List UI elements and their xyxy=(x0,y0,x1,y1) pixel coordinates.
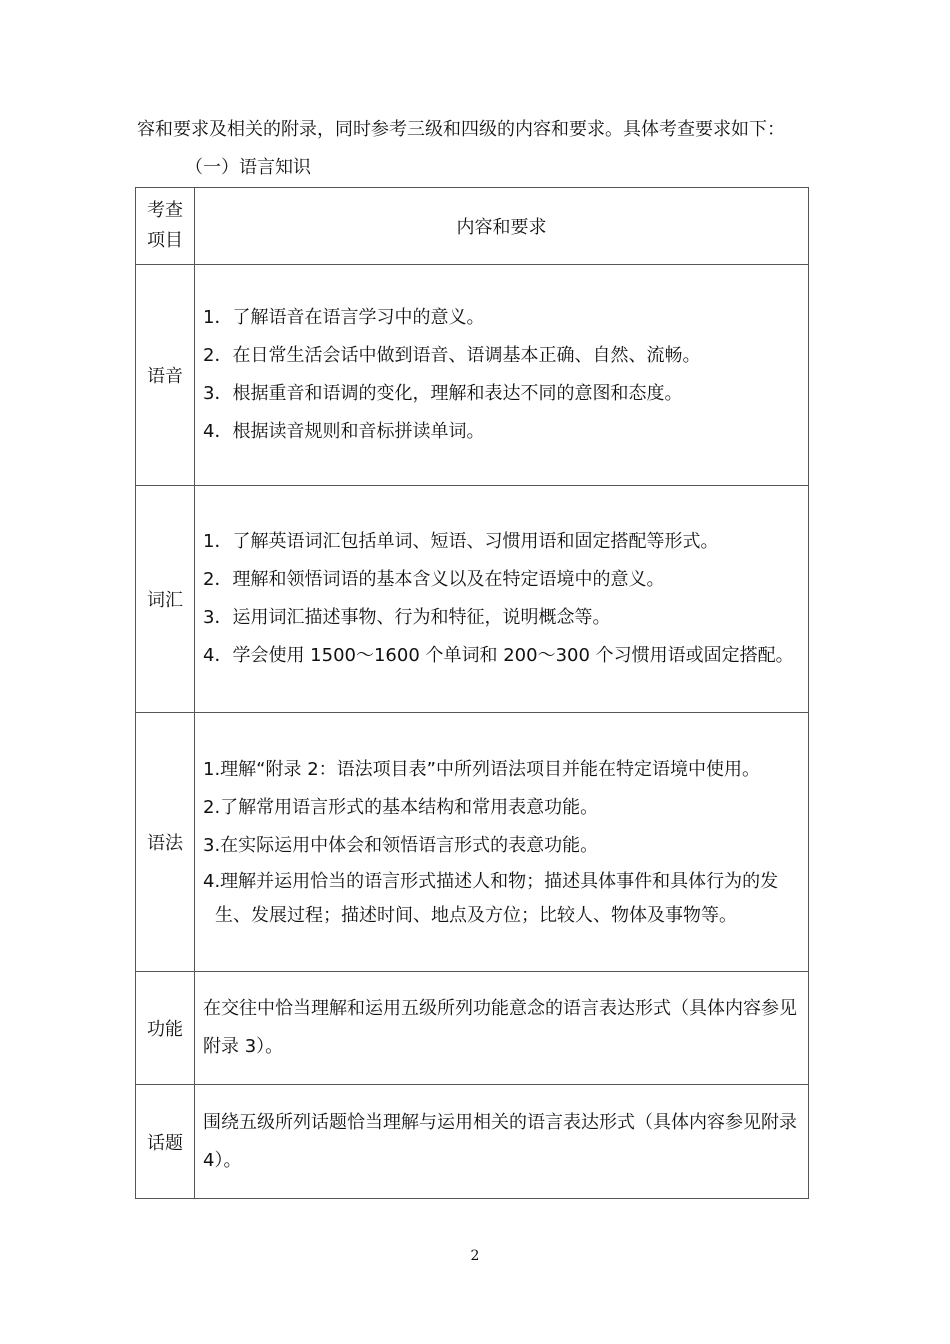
table-row-function xyxy=(136,972,809,1085)
row-label: 语音 xyxy=(147,366,183,387)
header-item-cell xyxy=(136,188,195,265)
row-label-cell xyxy=(136,1085,195,1199)
list-item: 3.在实际运用中体会和领悟语言形式的表意功能。 xyxy=(203,835,599,856)
requirement-list xyxy=(203,523,800,675)
list-item: 4．学会使用 1500～1600 个单词和 200～300 个习惯用语或固定搭配。 xyxy=(203,645,794,666)
row-content-cell xyxy=(195,265,809,486)
list-item: 1．了解英语词汇包括单词、短语、习惯用语和固定搭配等形式。 xyxy=(203,531,719,552)
row-paragraph: 围绕五级所列话题恰当理解与运用相关的语言表达形式（具体内容参见附录 4）。 xyxy=(203,1111,797,1171)
row-label-cell xyxy=(136,486,195,713)
table-row-grammar xyxy=(136,713,809,972)
row-label: 词汇 xyxy=(147,590,183,611)
page-number: 2 xyxy=(470,1248,480,1264)
row-content-cell xyxy=(195,972,809,1085)
row-label-cell xyxy=(136,713,195,972)
list-item: 4.理解并运用恰当的语言形式描述人和物；描述具体事件和具体行为的发生、发展过程；描述时间、地点及方位；比较人、物体及事物等。 xyxy=(203,871,779,926)
row-content-cell xyxy=(195,486,809,713)
list-item: 3．运用词汇描述事物、行为和特征，说明概念等。 xyxy=(203,607,611,628)
header-content-label: 内容和要求 xyxy=(456,217,547,238)
row-label-cell xyxy=(136,265,195,486)
list-item: 2．理解和领悟词语的基本含义以及在特定语境中的意义。 xyxy=(203,569,665,590)
row-content-cell xyxy=(195,713,809,972)
table-row-topic xyxy=(136,1085,809,1199)
language-knowledge-table xyxy=(135,187,809,1199)
list-item: 1.理解“附录 2：语法项目表”中所列语法项目并能在特定语境中使用。 xyxy=(203,759,760,780)
header-item-label: 考查 项目 xyxy=(147,200,183,251)
list-item: 3．根据重音和语调的变化，理解和表达不同的意图和态度。 xyxy=(203,383,683,404)
requirement-list xyxy=(203,299,800,451)
row-label-cell xyxy=(136,972,195,1085)
intro-line: 容和要求及相关的附录，同时参考三级和四级的内容和要求。具体考查要求如下： xyxy=(137,119,785,140)
row-label: 语法 xyxy=(147,833,183,854)
row-label: 功能 xyxy=(147,1019,183,1040)
header-content-cell xyxy=(195,188,809,265)
list-item: 2．在日常生活会话中做到语音、语调基本正确、自然、流畅。 xyxy=(203,345,701,366)
list-item: 1．了解语音在语言学习中的意义。 xyxy=(203,307,485,328)
list-item: 2.了解常用语言形式的基本结构和常用表意功能。 xyxy=(203,797,599,818)
section-heading: （一）语言知识 xyxy=(185,157,311,178)
list-item: 4．根据读音规则和音标拼读单词。 xyxy=(203,421,485,442)
row-content-cell xyxy=(195,1085,809,1199)
table-row-vocabulary xyxy=(136,486,809,713)
row-label: 话题 xyxy=(147,1132,183,1154)
row-paragraph: 在交往中恰当理解和运用五级所列功能意念的语言表达形式（具体内容参见附录 3）。 xyxy=(203,998,797,1057)
table-header-row xyxy=(136,188,809,265)
table-row-pronunciation xyxy=(136,265,809,486)
requirement-list xyxy=(203,751,800,933)
